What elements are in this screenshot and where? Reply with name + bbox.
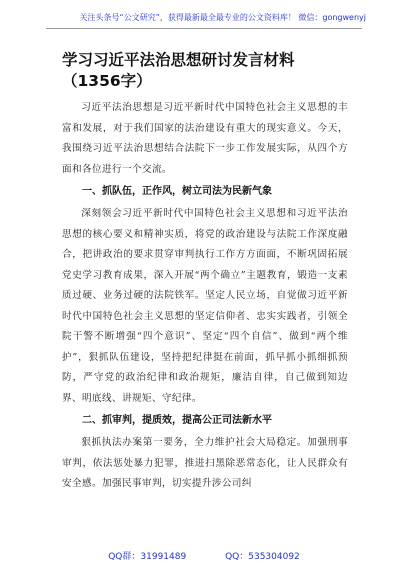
header-note: 关注头条号“公文研究”，获得最新最全最专业的公文资料库！ 微信：gongwenyj [79, 13, 366, 22]
document-title: 学习习近平法治思想研讨发言材料（1356字） [62, 51, 295, 90]
header-divider [46, 28, 362, 29]
intro-paragraph: 习近平法治思想是习近平新时代中国特色社会主义思想的丰富和发展，对于我们国家的法治建设有重大的现实意义。今天，我围绕习近平法治思想结合法院下一步工作发展实际，从四个方面和各位进行一个交流。 [62, 102, 348, 175]
footer-contact [0, 549, 408, 562]
section-heading: 一、抓队伍，正作风，树立司法为民新气象 [82, 186, 272, 197]
document-body [62, 50, 348, 495]
section-paragraph: 深刻领会习近平新时代中国特色社会主义思想和习近平法治思想的核心要义和精神实质，将党的政治建设与法院工作深度融合，把讲政治的要求贯穿审判执行工作方方面面，不断巩固拓展党史学习教育成果，深入开展“两个确立”主题教育，锻造一支素质过硬、业务过硬的法院铁军。坚定人民立场，自觉做习近平新时代中国特色社会主义思想的坚定信仰者、忠实实践者，引领全院干警不断增强“四个意识”、坚定“四个自信”、做到“两个维护”，狠抓队伍建设，坚持把纪律挺在前面，抓早抓小抓细抓预防，严守党的政治纪律和政治规矩，廉洁自律，自己做到知边界、明底线、讲规矩、守纪律。 [62, 208, 348, 404]
section-heading: 二、抓审判，提质效，提高公正司法新水平 [82, 415, 272, 426]
section-paragraph: 狠抓执法办案第一要务，全力维护社会大局稳定。加强刑事审判，依法惩处暴力犯罪，推进扫黑除恶常态化，让人民群众有安全感。加强民事审判，切实提升涉公司纠 [62, 437, 348, 489]
footer-qq-group: QQ群：31991489 [108, 552, 187, 562]
footer-qq: QQ：535304092 [225, 552, 300, 562]
